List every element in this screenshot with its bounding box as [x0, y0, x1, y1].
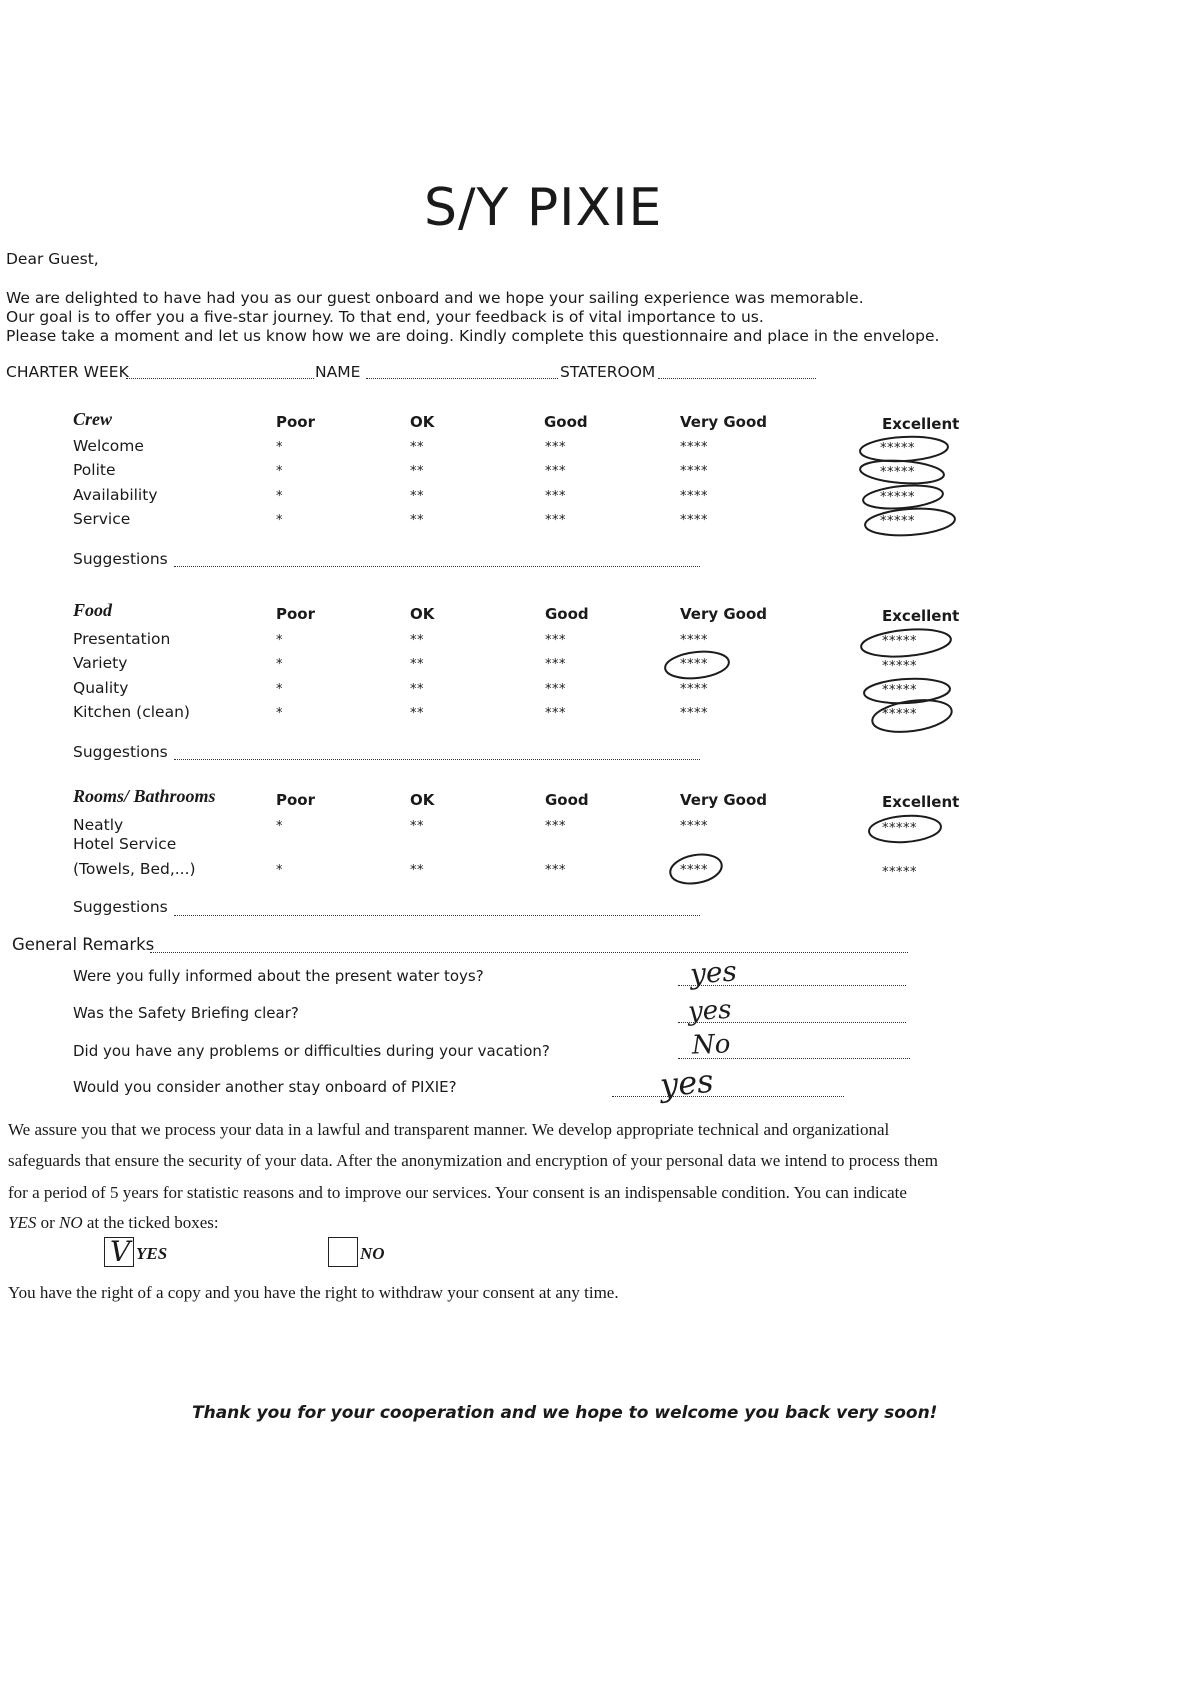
consent-yes-checkbox[interactable]: [104, 1237, 134, 1267]
rating-star-1[interactable]: *: [276, 819, 283, 834]
food-item-variety: Variety: [73, 654, 128, 672]
answer-4-handwritten: yes: [658, 1061, 715, 1105]
rating-star-3[interactable]: ***: [545, 513, 566, 528]
col-ok: OK: [410, 413, 435, 431]
rating-star-1[interactable]: *: [276, 657, 283, 672]
rating-star-1[interactable]: *: [276, 464, 283, 479]
general-remarks-label: General Remarks: [12, 935, 155, 954]
crew-suggestions-field[interactable]: [174, 566, 700, 567]
rooms-item-neatly: Neatly: [73, 816, 124, 834]
consent-yes-label: YES: [136, 1244, 168, 1263]
rating-star-5[interactable]: *****: [880, 514, 915, 529]
answer-1-handwritten: yes: [688, 954, 738, 991]
crew-suggestions-label: Suggestions: [73, 550, 168, 568]
consent-no-label: NO: [360, 1244, 385, 1263]
question-2: Was the Safety Briefing clear?: [73, 1004, 299, 1022]
rating-star-1[interactable]: *: [276, 440, 283, 455]
rating-star-2[interactable]: **: [410, 706, 424, 721]
intro-line-2: Our goal is to offer you a five-star journey. To that end, your feedback is of vital importance to us.: [6, 308, 764, 326]
rating-star-4[interactable]: ****: [680, 682, 708, 697]
col-poor: Poor: [276, 413, 316, 431]
consent-no-checkbox[interactable]: [328, 1237, 358, 1267]
rating-star-2[interactable]: **: [410, 513, 424, 528]
rating-star-2[interactable]: **: [410, 819, 424, 834]
rating-star-5[interactable]: *****: [882, 634, 917, 649]
crew-item-availability: Availability: [73, 486, 158, 504]
stateroom-field[interactable]: [658, 378, 816, 379]
privacy-line-2: safeguards that ensure the security of your data. After the anonymization and encryption of your personal data we intend to process them: [8, 1151, 938, 1170]
question-3: Did you have any problems or difficulties during your vacation?: [73, 1042, 550, 1060]
rating-star-4[interactable]: ****: [680, 819, 708, 834]
privacy-tail: at the ticked boxes:: [82, 1213, 219, 1232]
col-very-good: Very Good: [680, 413, 768, 431]
food-suggestions-label: Suggestions: [73, 743, 168, 761]
rating-star-5[interactable]: *****: [882, 707, 917, 722]
rating-star-5[interactable]: *****: [880, 465, 915, 480]
question-1: Were you fully informed about the present water toys?: [73, 967, 484, 985]
crew-item-welcome: Welcome: [73, 437, 144, 455]
rating-star-2[interactable]: **: [410, 682, 424, 697]
rights-text: You have the right of a copy and you have the right to withdraw your consent at any time.: [8, 1283, 619, 1302]
name-field[interactable]: [366, 378, 558, 379]
privacy-no-word: NO: [59, 1213, 83, 1232]
col-good: Good: [545, 791, 589, 809]
name-label: NAME: [315, 363, 361, 381]
col-excellent: Excellent: [882, 793, 960, 811]
answer-3-handwritten: No: [691, 1029, 731, 1061]
check-mark-icon: V: [110, 1235, 131, 1268]
rating-star-2[interactable]: **: [410, 464, 424, 479]
rating-star-4[interactable]: ****: [680, 863, 708, 878]
food-suggestions-field[interactable]: [174, 759, 700, 760]
question-4: Would you consider another stay onboard of PIXIE?: [73, 1078, 457, 1096]
col-poor: Poor: [276, 605, 316, 623]
rating-star-1[interactable]: *: [276, 513, 283, 528]
rooms-suggestions-label: Suggestions: [73, 898, 168, 916]
col-good: Good: [544, 413, 588, 431]
col-ok: OK: [410, 791, 435, 809]
food-item-kitchen: Kitchen (clean): [73, 703, 190, 721]
rating-star-3[interactable]: ***: [545, 464, 566, 479]
rooms-item-towels: (Towels, Bed,...): [73, 860, 196, 878]
answer-4-field[interactable]: [612, 1096, 844, 1097]
rooms-suggestions-field[interactable]: [174, 915, 700, 916]
rating-star-2[interactable]: **: [410, 633, 424, 648]
greeting: Dear Guest,: [6, 250, 99, 268]
privacy-line-4: [8, 1213, 219, 1233]
rating-star-5[interactable]: *****: [880, 490, 915, 505]
rating-star-3[interactable]: ***: [545, 819, 566, 834]
rating-star-3[interactable]: ***: [545, 657, 566, 672]
rating-star-4[interactable]: ****: [680, 657, 708, 672]
intro-line-1: We are delighted to have had you as our guest onboard and we hope your sailing experience was memorable.: [6, 289, 864, 307]
charter-week-field[interactable]: [126, 378, 314, 379]
section-title-rooms: Rooms/ Bathrooms: [73, 786, 216, 806]
rating-star-4[interactable]: ****: [680, 464, 708, 479]
crew-item-service: Service: [73, 510, 131, 528]
charter-week-label: CHARTER WEEK: [6, 363, 129, 381]
thanks-message: Thank you for your cooperation and we hope to welcome you back very soon!: [192, 1403, 938, 1423]
rating-star-4[interactable]: ****: [680, 706, 708, 721]
col-excellent: Excellent: [882, 607, 960, 625]
rating-star-3[interactable]: ***: [545, 706, 566, 721]
stateroom-label: STATEROOM: [560, 363, 656, 381]
rating-star-2[interactable]: **: [410, 440, 424, 455]
rating-star-2[interactable]: **: [410, 489, 424, 504]
rating-star-4[interactable]: ****: [680, 440, 708, 455]
rating-star-1[interactable]: *: [276, 633, 283, 648]
col-poor: Poor: [276, 791, 316, 809]
general-remarks-field[interactable]: [150, 952, 908, 953]
rating-star-4[interactable]: ****: [680, 513, 708, 528]
privacy-line-3: for a period of 5 years for statistic reasons and to improve our services. Your consent is an indispensable condition. You can indicate: [8, 1183, 907, 1202]
col-excellent: Excellent: [882, 415, 960, 433]
privacy-yes-word: YES: [8, 1213, 37, 1232]
col-very-good: Very Good: [680, 791, 768, 809]
answer-2-handwritten: yes: [687, 994, 733, 1028]
rating-star-1[interactable]: *: [276, 706, 283, 721]
rating-star-3[interactable]: ***: [545, 440, 566, 455]
rating-star-5[interactable]: *****: [882, 683, 917, 698]
rating-star-5[interactable]: *****: [880, 441, 915, 456]
intro-line-3: Please take a moment and let us know how we are doing. Kindly complete this questionnaire and place in the envelope.: [6, 327, 940, 345]
rating-star-3[interactable]: ***: [545, 863, 566, 878]
rating-star-1[interactable]: *: [276, 682, 283, 697]
rating-star-2[interactable]: **: [410, 863, 424, 878]
rating-star-3[interactable]: ***: [545, 633, 566, 648]
rating-star-2[interactable]: **: [410, 657, 424, 672]
rating-star-4[interactable]: ****: [680, 633, 708, 648]
section-title-crew: Crew: [73, 409, 113, 429]
rooms-item-hotel-service: Hotel Service: [73, 835, 177, 853]
food-item-presentation: Presentation: [73, 630, 171, 648]
rating-star-3[interactable]: ***: [545, 682, 566, 697]
rating-star-5[interactable]: *****: [882, 821, 917, 836]
crew-item-polite: Polite: [73, 461, 116, 479]
food-item-quality: Quality: [73, 679, 129, 697]
rating-star-1[interactable]: *: [276, 863, 283, 878]
section-title-food: Food: [73, 600, 113, 620]
col-ok: OK: [410, 605, 435, 623]
col-very-good: Very Good: [680, 605, 768, 623]
rating-star-1[interactable]: *: [276, 489, 283, 504]
page-title: S/Y PIXIE: [424, 178, 663, 238]
rating-star-3[interactable]: ***: [545, 489, 566, 504]
privacy-line-1: We assure you that we process your data in a lawful and transparent manner. We develop appropriate technical and organizational: [8, 1120, 890, 1139]
rating-star-4[interactable]: ****: [680, 489, 708, 504]
col-good: Good: [545, 605, 589, 623]
rating-star-5[interactable]: *****: [882, 865, 917, 880]
rating-star-5[interactable]: *****: [882, 659, 917, 674]
privacy-or-word: or: [36, 1213, 60, 1232]
